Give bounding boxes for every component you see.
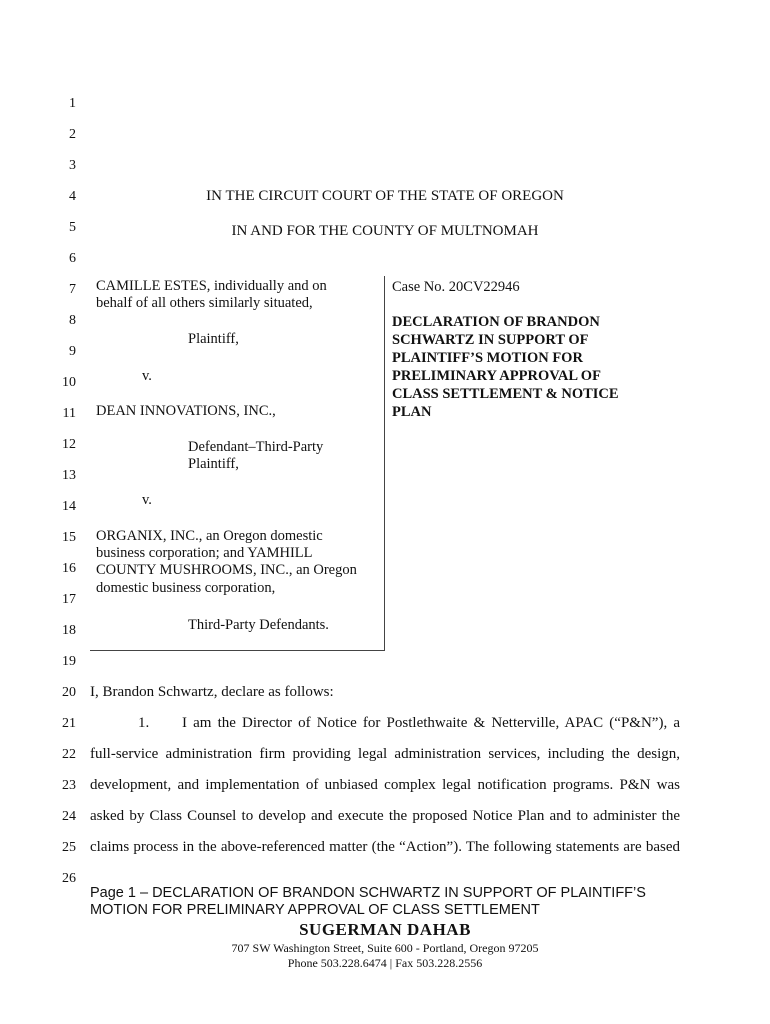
line-number: 7 — [69, 282, 76, 297]
line-number: 9 — [69, 344, 76, 359]
paragraph-text: I am the Director of Notice for Postlethwaite & Netterville, APAC (“P&N”), a — [182, 715, 680, 731]
line-number: 17 — [62, 592, 76, 607]
line-number: 6 — [69, 251, 76, 266]
firm-name: SUGERMAN DAHAB — [299, 920, 471, 939]
third-party-defendants-cont: business corporation; and YAMHILL — [96, 545, 313, 561]
third-party-defendants-cont: domestic business corporation, — [96, 580, 276, 596]
line-number: 19 — [62, 654, 76, 669]
line-number: 5 — [69, 220, 76, 235]
page-footer-title: Page 1 – DECLARATION OF BRANDON SCHWARTZ IN SUPPORT OF PLAINTIFF’S — [90, 885, 646, 901]
line-number: 4 — [69, 189, 76, 204]
document-title-line: PLAINTIFF’S MOTION FOR — [392, 350, 583, 366]
line-number: 8 — [69, 313, 76, 328]
line-number: 2 — [69, 127, 76, 142]
third-party-defendants: ORGANIX, INC., an Oregon domestic — [96, 528, 323, 544]
plaintiff-name-cont: behalf of all others similarly situated, — [96, 295, 313, 311]
third-party-defendants-cont: COUNTY MUSHROOMS, INC., an Oregon — [96, 562, 357, 578]
line-number: 10 — [62, 375, 76, 390]
court-name: IN THE CIRCUIT COURT OF THE STATE OF OREGON — [206, 188, 564, 204]
line-number: 3 — [69, 158, 76, 173]
document-title-line: CLASS SETTLEMENT & NOTICE — [392, 386, 619, 402]
document-title-line: DECLARATION OF BRANDON — [392, 314, 600, 330]
line-number: 13 — [62, 468, 76, 483]
paragraph-text: full-service administration firm providing legal administration services, including the design, — [90, 746, 680, 762]
defendant-name: DEAN INNOVATIONS, INC., — [96, 403, 276, 419]
line-number: 16 — [62, 561, 76, 576]
firm-address: 707 SW Washington Street, Suite 600 - Portland, Oregon 97205 — [231, 941, 539, 955]
defendant-role: Defendant–Third-Party — [188, 439, 324, 455]
paragraph-text: claims process in the above-referenced matter (the “Action”). The following statements are based — [90, 839, 680, 855]
line-number: 14 — [62, 499, 76, 514]
line-number: 18 — [62, 623, 76, 638]
paragraph-number: 1. — [138, 715, 150, 731]
line-number: 26 — [62, 871, 76, 886]
defendant-role-cont: Plaintiff, — [188, 456, 239, 472]
page-footer-title-cont: MOTION FOR PRELIMINARY APPROVAL OF CLASS SETTLEMENT — [90, 902, 540, 918]
paragraph-text: development, and implementation of unbiased complex legal notification programs. P&N was — [90, 777, 680, 793]
caption-divider — [384, 276, 385, 650]
line-number: 11 — [62, 406, 76, 421]
versus-2: v. — [142, 492, 152, 508]
case-number: Case No. 20CV22946 — [392, 279, 520, 295]
paragraph-text: asked by Class Counsel to develop and execute the proposed Notice Plan and to administer the — [90, 808, 680, 824]
line-number: 12 — [62, 437, 76, 452]
line-number: 25 — [62, 840, 76, 855]
declaration-intro: I, Brandon Schwartz, declare as follows: — [90, 684, 334, 700]
document-title-line: SCHWARTZ IN SUPPORT OF — [392, 332, 589, 348]
court-county: IN AND FOR THE COUNTY OF MULTNOMAH — [231, 223, 539, 239]
line-number: 20 — [62, 685, 76, 700]
firm-phone: Phone 503.228.6474 | Fax 503.228.2556 — [287, 956, 483, 970]
plaintiff-name: CAMILLE ESTES, individually and on — [96, 278, 327, 294]
caption-bottom-rule — [90, 650, 385, 651]
third-party-role: Third-Party Defendants. — [188, 617, 329, 633]
plaintiff-role: Plaintiff, — [188, 331, 239, 347]
line-number: 23 — [62, 778, 76, 793]
versus-1: v. — [142, 368, 152, 384]
document-title-line: PLAN — [392, 404, 432, 420]
line-number: 1 — [69, 96, 76, 111]
document-title-line: PRELIMINARY APPROVAL OF — [392, 368, 601, 384]
line-number: 24 — [62, 809, 76, 824]
document-title — [392, 313, 619, 421]
line-number: 15 — [62, 530, 76, 545]
line-number: 22 — [62, 747, 76, 762]
line-number: 21 — [62, 716, 76, 731]
